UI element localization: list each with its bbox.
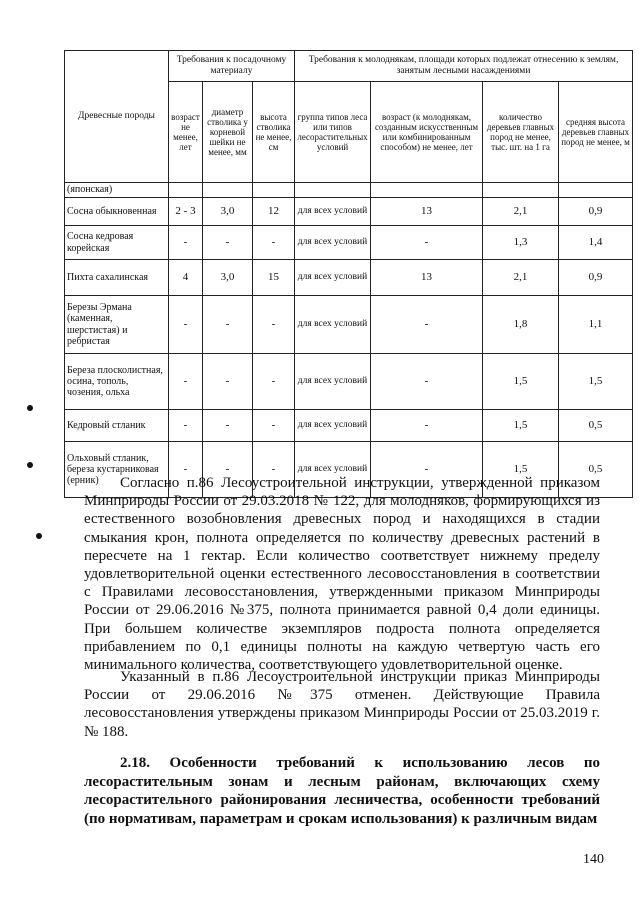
table-row [65,260,633,296]
cell-age: - [169,226,203,260]
cell-species: Пихта сахалинская [65,260,169,296]
cell-condition: для всех условий [295,354,371,410]
cell-species: Березы Эрмана (каменная, шерстистая) и ребристая [65,296,169,354]
cell-species: Ольховый стланик, береза кустарниковая (ерник) [65,442,169,498]
cell-count: 1,5 [483,354,559,410]
scan-hole-mark [36,533,42,539]
cell-height: 15 [253,260,295,296]
table-row [65,296,633,354]
cell-condition: для всех условий [295,198,371,226]
table-row [65,226,633,260]
paragraph-lesoustroitelnaya: Согласно п.86 Лесоустроительной инструкции, утвержденной приказом Минприроды России от 29.03.2018 № 122, для молодняков, формирующихся из естественного возобновления древесных пород и находящихся в стадии смыкания крон, полнота определяется по количеству древесных растений в пересчете на 1 гектар. Если количество соответствует нижнему пределу удовлетворительной оценки естественного лесовосстановления в соответствии с Правилами лесовосстановления, утвержденными приказом Минприроды России от 29.06.2016 №375, полнота принимается равной 0,4 доли единицы. При большем количестве экземпляров подроста полнота определяется прибавлением по 0,1 единицы полноты на каждую четвертую часть его минимального количества, соответствующего удовлетворительной оценке. [84,475,600,674]
header-forest-type-group: группа типов леса или типов лесорастительных условий [295,82,371,183]
header-planting-material: Требования к посадочному материалу [169,51,295,82]
cell-age: 2 - 3 [169,198,203,226]
cell-species: Сосна обыкновенная [65,198,169,226]
cell-condition: для всех условий [295,442,371,498]
cell-diameter: - [203,410,253,442]
cell-young-age: - [371,296,483,354]
cell-height: - [253,296,295,354]
cell-count: 2,1 [483,198,559,226]
cell-age: - [169,410,203,442]
section-heading: 2.18. Особенности требований к использованию лесов по лесорастительным зонам и лесным районам, включающих схему лесорастительного районирования лесничества, особенности требований (по нормативам, параметрам и срокам использования) к различным видам [84,755,600,827]
header-species: Древесные породы [65,51,169,183]
cell-count: 1,8 [483,296,559,354]
cell-count: 1,5 [483,442,559,498]
cell-count: 1,3 [483,226,559,260]
cell-young-age: - [371,226,483,260]
forest-requirements-table [64,50,633,498]
cell-height: 12 [253,198,295,226]
table-row [65,198,633,226]
cell-young-age: - [371,410,483,442]
cell-height [253,183,295,198]
cell-height: - [253,442,295,498]
cell-height: - [253,354,295,410]
scan-hole-mark [27,405,33,411]
paragraph-order-cancelled: Указанный в п.86 Лесоустроительной инструкции приказ Минприроды России от 29.06.2016 №375 отменен. Действующие Правила лесовосстановления утверждены приказом Минприроды России от 25.03.2019 г. № 188. [84,669,600,740]
header-age: возраст не менее, лет [169,82,203,183]
cell-average-height [559,183,633,198]
cell-count: 2,1 [483,260,559,296]
cell-young-age: 13 [371,260,483,296]
header-young-stands: Требования к молоднякам, площади которых подлежат отнесению к землям, занятым лесными насаждениями [295,51,633,82]
cell-height: - [253,410,295,442]
cell-average-height: 1,1 [559,296,633,354]
cell-young-age: - [371,354,483,410]
cell-count [483,183,559,198]
cell-count: 1,5 [483,410,559,442]
header-average-height: средняя высота деревьев главных пород не менее, м [559,82,633,183]
cell-age [169,183,203,198]
table-row [65,354,633,410]
cell-average-height: 0,5 [559,442,633,498]
cell-condition: для всех условий [295,260,371,296]
cell-species: (японская) [65,183,169,198]
cell-height: - [253,226,295,260]
header-tree-count: количество деревьев главных пород не менее, тыс. шт. на 1 га [483,82,559,183]
cell-diameter: - [203,296,253,354]
cell-young-age: 13 [371,198,483,226]
cell-average-height: 0,9 [559,260,633,296]
cell-diameter: - [203,226,253,260]
cell-species: Кедровый стланик [65,410,169,442]
table-row [65,410,633,442]
cell-condition: для всех условий [295,410,371,442]
header-young-age: возраст (к молоднякам, созданным искусственным или комбинированным способом) не менее, лет [371,82,483,183]
cell-condition: для всех условий [295,226,371,260]
cell-age: - [169,442,203,498]
cell-condition [295,183,371,198]
cell-diameter: - [203,354,253,410]
cell-age: - [169,296,203,354]
header-height: высота стволика не менее, см [253,82,295,183]
cell-diameter: 3,0 [203,198,253,226]
cell-species: Сосна кедровая корейская [65,226,169,260]
cell-young-age [371,183,483,198]
cell-diameter: - [203,442,253,498]
cell-condition: для всех условий [295,296,371,354]
header-diameter: диаметр стволика у корневой шейки не менее, мм [203,82,253,183]
cell-average-height: 0,9 [559,198,633,226]
cell-age: 4 [169,260,203,296]
table-row [65,183,633,198]
cell-species: Береза плосколистная, осина, тополь, чозения, ольха [65,354,169,410]
scan-hole-mark [27,462,33,468]
cell-average-height: 0,5 [559,410,633,442]
page-number: 140 [583,852,604,867]
cell-age: - [169,354,203,410]
cell-average-height: 1,5 [559,354,633,410]
cell-average-height: 1,4 [559,226,633,260]
cell-young-age: - [371,442,483,498]
cell-diameter [203,183,253,198]
cell-diameter: 3,0 [203,260,253,296]
